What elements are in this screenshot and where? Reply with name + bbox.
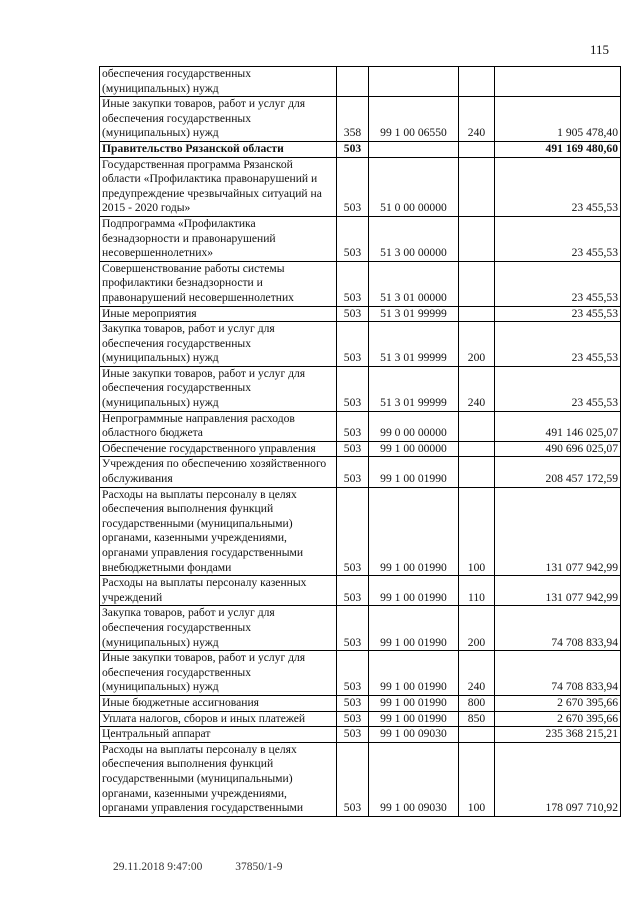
cell-ved: 503 xyxy=(337,411,369,441)
cell-csr: 51 3 01 99999 xyxy=(369,322,459,367)
cell-ved: 503 xyxy=(337,695,369,711)
cell-csr: 51 3 01 00000 xyxy=(369,261,459,306)
cell-vr xyxy=(459,457,495,487)
cell-vr: 240 xyxy=(459,366,495,411)
cell-ved: 503 xyxy=(337,366,369,411)
cell-ved: 503 xyxy=(337,216,369,261)
cell-name: Иные закупки товаров, работ и услуг для обеспечения государственных (муниципальных) нужд xyxy=(100,366,337,411)
cell-sum: 74 708 833,94 xyxy=(495,651,621,696)
cell-name: Непрограммные направления расходов областного бюджета xyxy=(100,411,337,441)
cell-vr xyxy=(459,727,495,743)
cell-ved: 503 xyxy=(337,727,369,743)
cell-name: Подпрограмма «Профилактика безнадзорности и правонарушений несовершеннолетних» xyxy=(100,216,337,261)
cell-ved: 503 xyxy=(337,487,369,576)
cell-ved: 503 xyxy=(337,306,369,322)
cell-vr: 110 xyxy=(459,576,495,606)
cell-vr: 850 xyxy=(459,711,495,727)
cell-name: Расходы на выплаты персоналу казенных учреждений xyxy=(100,576,337,606)
cell-vr xyxy=(459,306,495,322)
cell-vr: 100 xyxy=(459,742,495,816)
cell-csr: 99 1 00 09030 xyxy=(369,727,459,743)
cell-csr: 99 1 00 01990 xyxy=(369,576,459,606)
cell-name: Расходы на выплаты персоналу в целях обеспечения выполнения функций государственными (муниципальными) органами, казенными учреждениями, органами управления государственными xyxy=(100,742,337,816)
cell-csr: 99 1 00 09030 xyxy=(369,742,459,816)
cell-vr: 200 xyxy=(459,322,495,367)
cell-name: Обеспечение государственного управления xyxy=(100,441,337,457)
cell-ved: 503 xyxy=(337,742,369,816)
cell-sum: 23 455,53 xyxy=(495,216,621,261)
cell-vr: 240 xyxy=(459,651,495,696)
cell-csr: 99 1 00 01990 xyxy=(369,487,459,576)
cell-name: Расходы на выплаты персоналу в целях обеспечения выполнения функций государственными (муниципальными) органами, казенными учреждениями, органами управления государственными внебюджетными фондами xyxy=(100,487,337,576)
cell-name: Иные бюджетные ассигнования xyxy=(100,695,337,711)
cell-ved: 503 xyxy=(337,261,369,306)
cell-sum: 491 169 480,60 xyxy=(495,141,621,157)
footer xyxy=(113,861,283,873)
cell-vr xyxy=(459,141,495,157)
cell-name: Иные закупки товаров, работ и услуг для обеспечения государственных (муниципальных) нужд xyxy=(100,97,337,142)
table-row xyxy=(100,216,621,261)
cell-name: Учреждения по обеспечению хозяйственного обслуживания xyxy=(100,457,337,487)
table-row xyxy=(100,651,621,696)
cell-sum: 208 457 172,59 xyxy=(495,457,621,487)
cell-name: Государственная программа Рязанской области «Профилактика правонарушений и предупреждение чрезвычайных ситуаций на 2015 - 2020 годы» xyxy=(100,157,337,216)
cell-name: Совершенствование работы системы профилактики безнадзорности и правонарушений несовершеннолетних xyxy=(100,261,337,306)
cell-vr xyxy=(459,216,495,261)
cell-vr: 100 xyxy=(459,487,495,576)
cell-sum: 74 708 833,94 xyxy=(495,606,621,651)
cell-name: Иные мероприятия xyxy=(100,306,337,322)
table-row xyxy=(100,67,621,97)
cell-ved: 503 xyxy=(337,157,369,216)
budget-table xyxy=(99,66,621,817)
cell-csr: 51 3 01 99999 xyxy=(369,306,459,322)
cell-name: Правительство Рязанской области xyxy=(100,141,337,157)
cell-csr: 99 1 00 01990 xyxy=(369,457,459,487)
cell-vr: 240 xyxy=(459,97,495,142)
cell-csr: 99 1 00 01990 xyxy=(369,695,459,711)
cell-sum: 2 670 395,66 xyxy=(495,695,621,711)
cell-vr xyxy=(459,261,495,306)
cell-name: Центральный аппарат xyxy=(100,727,337,743)
table-row xyxy=(100,411,621,441)
cell-vr xyxy=(459,411,495,441)
table-row xyxy=(100,606,621,651)
cell-csr: 99 1 00 06550 xyxy=(369,97,459,142)
footer-doc-code: 37850/1-9 xyxy=(235,861,283,873)
cell-sum: 235 368 215,21 xyxy=(495,727,621,743)
cell-sum: 2 670 395,66 xyxy=(495,711,621,727)
table-row xyxy=(100,711,621,727)
footer-timestamp: 29.11.2018 9:47:00 xyxy=(113,861,203,873)
cell-ved: 503 xyxy=(337,711,369,727)
table-row xyxy=(100,141,621,157)
cell-ved: 503 xyxy=(337,606,369,651)
cell-csr: 99 1 00 01990 xyxy=(369,606,459,651)
cell-sum xyxy=(495,67,621,97)
table-row xyxy=(100,322,621,367)
cell-sum: 23 455,53 xyxy=(495,157,621,216)
cell-csr: 99 1 00 01990 xyxy=(369,711,459,727)
cell-sum: 1 905 478,40 xyxy=(495,97,621,142)
cell-csr: 99 1 00 01990 xyxy=(369,651,459,696)
cell-sum: 178 097 710,92 xyxy=(495,742,621,816)
cell-ved: 503 xyxy=(337,322,369,367)
page-number: 115 xyxy=(590,42,610,57)
table-body xyxy=(100,67,621,817)
cell-sum: 23 455,53 xyxy=(495,261,621,306)
cell-csr xyxy=(369,67,459,97)
table-row xyxy=(100,441,621,457)
cell-ved: 503 xyxy=(337,651,369,696)
table-row xyxy=(100,695,621,711)
table-row xyxy=(100,261,621,306)
cell-name: обеспечения государственных (муниципальных) нужд xyxy=(100,67,337,97)
cell-csr: 51 3 01 99999 xyxy=(369,366,459,411)
cell-csr: 99 1 00 00000 xyxy=(369,441,459,457)
table-row xyxy=(100,727,621,743)
table-row xyxy=(100,366,621,411)
cell-ved: 503 xyxy=(337,576,369,606)
cell-csr: 51 0 00 00000 xyxy=(369,157,459,216)
cell-ved: 503 xyxy=(337,457,369,487)
cell-sum: 491 146 025,07 xyxy=(495,411,621,441)
cell-sum: 23 455,53 xyxy=(495,322,621,367)
cell-sum: 131 077 942,99 xyxy=(495,487,621,576)
cell-vr: 800 xyxy=(459,695,495,711)
cell-vr: 200 xyxy=(459,606,495,651)
table-row xyxy=(100,576,621,606)
cell-sum: 23 455,53 xyxy=(495,366,621,411)
cell-csr xyxy=(369,141,459,157)
cell-name: Закупка товаров, работ и услуг для обеспечения государственных (муниципальных) нужд xyxy=(100,322,337,367)
cell-sum: 23 455,53 xyxy=(495,306,621,322)
cell-name: Иные закупки товаров, работ и услуг для обеспечения государственных (муниципальных) нужд xyxy=(100,651,337,696)
cell-vr xyxy=(459,157,495,216)
cell-sum: 490 696 025,07 xyxy=(495,441,621,457)
table-row xyxy=(100,306,621,322)
cell-name: Уплата налогов, сборов и иных платежей xyxy=(100,711,337,727)
cell-vr xyxy=(459,441,495,457)
cell-ved: 503 xyxy=(337,441,369,457)
cell-csr: 99 0 00 00000 xyxy=(369,411,459,441)
table-row xyxy=(100,157,621,216)
table-row xyxy=(100,487,621,576)
cell-vr xyxy=(459,67,495,97)
cell-ved: 503 xyxy=(337,141,369,157)
table-row xyxy=(100,457,621,487)
cell-name: Закупка товаров, работ и услуг для обеспечения государственных (муниципальных) нужд xyxy=(100,606,337,651)
cell-sum: 131 077 942,99 xyxy=(495,576,621,606)
cell-csr: 51 3 00 00000 xyxy=(369,216,459,261)
cell-ved: 358 xyxy=(337,97,369,142)
table-row xyxy=(100,97,621,142)
cell-ved xyxy=(337,67,369,97)
table-row xyxy=(100,742,621,816)
